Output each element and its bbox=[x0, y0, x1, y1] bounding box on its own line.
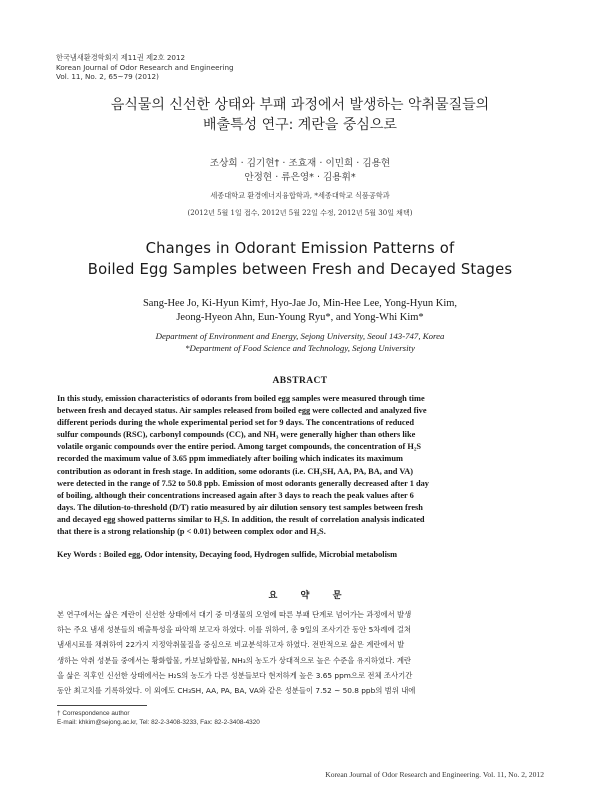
korean-title-line: 음식물의 신선한 상태와 부패 과정에서 발생하는 악취물질들의 bbox=[110, 97, 490, 113]
abstract-line: between fresh and decayed status. Air samples released from boiled egg were collected and analyzed five bbox=[57, 406, 427, 416]
footnote-divider bbox=[57, 705, 147, 706]
footnote-contact: E-mail: khkim@sejong.ac.kr, Tel: 82-2-3408-3233, Fax: 82-2-3408-4320 bbox=[57, 719, 260, 726]
korean-authors-line: 조상희 · 김기현† · 조효재 · 이민희 · 김용현 bbox=[209, 158, 391, 169]
abstract-line: sulfur compounds (RSC), carbonyl compounds (CC), and NH₃ were generally higher than others like bbox=[57, 430, 416, 440]
english-title-line: Boiled Egg Samples between Fresh and Decayed Stages bbox=[87, 261, 513, 278]
abstract-line: days. The dilution-to-threshold (D/T) ratio measured by air dilution sensory test samples between fresh bbox=[57, 502, 423, 512]
abstract-line: recorded the maximum value of 3.65 ppm immediately after boiling which indicates its maximum bbox=[57, 454, 403, 464]
korean-title bbox=[0, 95, 600, 135]
footnote-correspondence: † Correspondence author bbox=[57, 710, 130, 717]
page-footer: Korean Journal of Odor Research and Engineering. Vol. 11, No. 2, 2012 bbox=[325, 770, 544, 779]
abstract-heading: ABSTRACT bbox=[272, 376, 328, 386]
english-title-line: Changes in Odorant Emission Patterns of bbox=[145, 240, 455, 257]
korean-dates: (2012년 5월 1일 접수, 2012년 5월 22일 수정, 2012년 5월 30일 채택) bbox=[187, 209, 413, 217]
abstract-line: In this study, emission characteristics of odorants from boiled egg samples were measured through time bbox=[57, 394, 425, 403]
english-authors bbox=[0, 297, 600, 325]
english-affiliation-line: Department of Environment and Energy, Sejong University, Seoul 143-747, Korea bbox=[155, 331, 445, 341]
english-affiliation-line: *Department of Food Science and Technology, Sejong University bbox=[185, 342, 415, 353]
english-title bbox=[0, 238, 600, 280]
korean-summary-line: 생하는 악취 성분들 중에서는 황화합물, 카보닐화합물, NH₃의 농도가 상대적으로 높은 수준을 유지하였다. 계란 bbox=[57, 655, 412, 665]
korean-affiliation: 세종대학교 환경에너지융합학과, *세종대학교 식품공학과 bbox=[210, 191, 390, 200]
keywords: Key Words : Boiled egg, Odor intensity, Decaying food, Hydrogen sulfide, Microbial metabolism bbox=[57, 550, 398, 559]
korean-authors-line: 안정현 · 류은영* · 김용휘* bbox=[244, 171, 356, 183]
journal-header bbox=[56, 53, 234, 82]
abstract-line: and decayed egg showed patterns similar to H₂S. In addition, the result of correlation analysis indicated bbox=[57, 514, 425, 524]
journal-header-volume: Vol. 11, No. 2, 65~79 (2012) bbox=[56, 72, 159, 81]
korean-summary-line: 을 삶은 직후인 신선한 상태에서는 H₂S의 농도가 다른 성분들보다 현저하게 높은 3.65 ppm으로 전체 조사기간 bbox=[57, 670, 413, 680]
english-authors-line: Sang-Hee Jo, Ki-Hyun Kim†, Hyo-Jae Jo, Min-Hee Lee, Yong-Hyun Kim, bbox=[142, 298, 458, 309]
korean-summary-body bbox=[57, 607, 541, 698]
abstract-line: that there is a strong relationship (p < 0.01) between complex odor and H₂S. bbox=[57, 527, 326, 537]
korean-summary-heading: 요 약 문 bbox=[268, 590, 352, 601]
korean-summary-line: 본 연구에서는 삶은 계란이 신선한 상태에서 대기 중 미생물의 오염에 따른 부패 단계로 넘어가는 과정에서 발생 bbox=[57, 610, 412, 619]
korean-summary-line: 냄새시료를 채취하여 22가지 지정악취물질을 중심으로 비교분석하고자 하였다. 전반적으로 삶은 계란에서 발 bbox=[57, 640, 405, 650]
korean-title-line: 배출특성 연구: 계란을 중심으로 bbox=[203, 117, 397, 133]
journal-header-english: Korean Journal of Odor Research and Engineering bbox=[56, 62, 234, 72]
english-affiliation bbox=[0, 331, 600, 354]
korean-summary-line: 동안 최고치를 기록하였다. 이 외에도 CH₃SH, AA, PA, BA, VA와 같은 성분들이 7.52 ~ 50.8 ppb의 범위 내에 bbox=[57, 686, 416, 696]
abstract-body bbox=[57, 393, 541, 538]
abstract-line: were detected in the range of 7.52 to 50.8 ppb. Emission of most odorants generally decreased after 1 day bbox=[57, 478, 429, 488]
korean-summary-line: 하는 주요 냄새 성분들의 배출특성을 파악해 보고자 하였다. 이를 위하여, 총 9일의 조사기간 동안 5차례에 걸쳐 bbox=[57, 625, 412, 635]
korean-authors bbox=[0, 157, 600, 184]
abstract-line: of boiling, although their concentrations increased again after 3 days to reach the peak values after 6 bbox=[57, 490, 414, 500]
abstract-line: contribution as odorant in fresh stage. In addition, some odorants (i.e. CH₃SH, AA, PA, BA, and VA) bbox=[57, 466, 414, 476]
abstract-line: different periods during the whole experimental period set for 9 days. The concentrations of reduced bbox=[57, 418, 414, 428]
footnote bbox=[57, 709, 260, 727]
journal-header-korean: 한국냄새환경학회지 제11권 제2호 2012 bbox=[56, 53, 186, 62]
english-authors-line: Jeong-Hyeon Ahn, Eun-Young Ryu*, and Yong-Whi Kim* bbox=[176, 312, 424, 323]
abstract-line: volatile organic compounds over the entire period. Among target compounds, the concentration of H₂S bbox=[57, 442, 421, 452]
